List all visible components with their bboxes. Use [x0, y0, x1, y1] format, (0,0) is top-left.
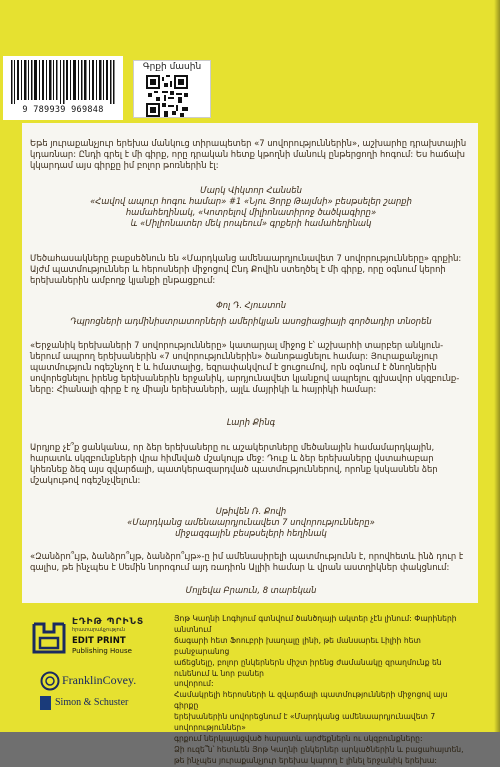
text-line: Համակրելի հերոսների և զվարճալի պատմությունների միջոցով այս գիրքը — [174, 690, 448, 711]
text-line: ներում ապրող երեխաներին «7 սովորություններին» ծանոթացնելու համար: Յուրաքանչյուր — [30, 351, 438, 361]
author-name: Փոլ Դ. Հյուստոն — [215, 300, 286, 310]
edit-print-sub-en: Publishing House — [72, 647, 132, 655]
paragraph-3 — [30, 340, 472, 395]
text-line: «Երջանիկ երեխաների 7 սովորությունները» կատարյալ միջոց է՝ աշխարհի տարբեր անկյուն- — [30, 340, 444, 350]
author-name: Սթիվեն Ռ. Քովի — [215, 506, 287, 516]
text-line: կդառնար: Ընդի գրել է մի գիրք, որը դրական հետք կթողնի մանուկ ընթերցողի հոգում: Ես հաճախ — [30, 149, 466, 159]
quote1-author — [30, 185, 472, 229]
intro-paragraph — [30, 138, 472, 171]
text-line: կկարդամ այս գիրքը իմ բոլոր թոռներին էլ: — [30, 160, 219, 170]
author-role: և «Միլիոնատեր մեկ րոպեում» գրքերի համահեղինակ — [130, 218, 372, 228]
text-line: երեխաներին սովորեցնում է «Մարդկանց ամենաարդյունավետ 7 սովորություններ» — [174, 712, 436, 733]
paragraph-4 — [30, 442, 472, 486]
barcode — [3, 56, 123, 120]
author-name: Մարկ Վիկտոր Հանսեն — [200, 185, 302, 195]
edit-print-sub-hy: հրատարակչություն — [72, 627, 126, 633]
text-line: մշակութով ոգեշնչվելուն: — [30, 475, 141, 485]
franklin-covey-name: FranklinCovey. — [62, 673, 137, 687]
qr-caption: Գրքի մասին — [142, 62, 202, 72]
text-line: Մեծահասակները բաքսեծնուն են «Մարդկանց ամենաարդյունավետ 7 սովորությունները» գրքին: — [30, 253, 462, 263]
text-line: Այժմ պատմություններ և հերոսների միջոցով Ընդ Քովին ստեղծել է մի գիրք, որը օգնում կերոի — [30, 264, 446, 274]
text-line: գրքում ներկայացված հարատև արժեքներն ու սկզբունքները: — [174, 733, 423, 743]
quote2-author — [30, 300, 472, 327]
text-line: ները: Հիանալի գիրք է ոչ միայն երեխաների, այլև մայրիկի և հայրիկի համար: — [30, 384, 377, 394]
text-line: երեխաներին ամբողջ կյանքի ընթացքում: — [30, 275, 216, 285]
quote4-author — [30, 506, 472, 539]
franklin-covey-logo-icon — [40, 671, 60, 691]
text-line: հարատև սկզբունքների վրա հիմնված մշակույթ մեջ: Դուք և ձեր երեխաները վստահաբար — [30, 453, 434, 463]
text-line: «Զանձրո՞ւյթ, ձանձրո՞ւյթ, ձանձրո՞ւյթ»-ը իմ ամենասիրելի պատմությունն է, որովհետև ինձ դուր է — [30, 551, 464, 561]
paragraph-2 — [30, 253, 472, 286]
paragraph-5 — [30, 551, 472, 573]
text-line: Արդյոք չէ՞ք ցանկանա, որ ձեր երեխաները ու աշակերտները մեծանային համամարդկային, — [30, 442, 435, 452]
simon-schuster-name: Simon & Schuster — [55, 697, 129, 708]
author-role: միջազգային բեսթսելերի հեղինակ — [175, 528, 327, 538]
text-line: ճագարի հետ Ֆոուբրի խաղալը լինի, թե մանսարեւ Լիլիի հետ բանջարանոց — [174, 635, 421, 656]
text-line: թե ինչպես յուրաքանչյուր երեխա կարող է լինել երջանիկ երեխա: — [174, 755, 437, 765]
author-role: համահեղինակ, «Կոտրելով միլիոնատիրոջ ծածկագիրը» — [125, 207, 377, 217]
quote3-author — [30, 417, 472, 428]
text-line: պատմություն ոգեշնչող է և հմատալից, եզրափակվում է ցուցումով, որն օգնում է ծնողներին — [30, 362, 437, 372]
text-line: Ձի ուզե՞ն՝ հետևեն Յոթ Կաղնի ընկերներ արկածներին և բացահայտեն, — [174, 744, 464, 754]
barcode-bars — [11, 60, 115, 104]
edit-print-name-hy: ԷԴԻԹ ՊՐԻՆՏ — [72, 617, 145, 627]
author-name: Մոլլեվա Բրաուն, 8 տարեկան — [185, 585, 317, 595]
quote5-author — [30, 585, 472, 596]
edit-print-name-en: EDIT PRINT — [72, 636, 126, 646]
edit-print-logo-icon — [30, 618, 68, 656]
author-role: «Հավով ապուր հոգու համար» #1 «Նյու Յորք Թայմսի» բեսթսելեր շարքի — [90, 196, 412, 206]
text-line: աճեցնելը, բոլոր ընկերներն միշտ իրենց ժամանակը զրաղմունք են ունենում և նոր բաներ — [174, 657, 442, 678]
qr-code-icon — [146, 75, 188, 117]
text-line: կհեռնեք ձեզ այս զվարճալի, պատկերազարդված պատմություններով, որոնք կսկասնեն ձեր — [30, 464, 438, 474]
text-line: սովորեցնելու իրենց երեխաներին երջանիկ, արդյունավետ կյանքով ապրելու գլխավոր սկզբունք- — [30, 373, 460, 383]
book-description — [174, 614, 474, 767]
author-name: Լարի Քինգ — [226, 417, 276, 427]
qr-code-box[interactable] — [133, 60, 211, 118]
text-line: սովորում: — [174, 679, 214, 689]
text-line: գալիս, թե ինչպես է Սեմին նորոգում այդ ռադիոն Ալլիի համար և վրան աստղիկներ փակցնում: — [30, 562, 450, 572]
text-line: Եթե յուրաքանչյուր երեխա մանկուց տիրապետեր «7 սովորություններին», աշխարհը դրախտային — [30, 138, 467, 148]
author-role: «Մարդկանց ամենաարդյունավետ 7 սովորությունները» — [127, 517, 375, 527]
text-line: Յոթ Կաղնի Լոգհյում գտնվում ծանծղայի ակտեր չէն լինում: Փարիների անտնում — [174, 614, 457, 634]
simon-schuster-logo-icon — [40, 696, 51, 710]
isbn-number: 9 789939 969848 — [22, 105, 104, 115]
author-role: Դպրոցների ադմինիստրատորների ամերիկյան ասոցիացիայի գործադիր տնօրեն — [70, 316, 432, 326]
